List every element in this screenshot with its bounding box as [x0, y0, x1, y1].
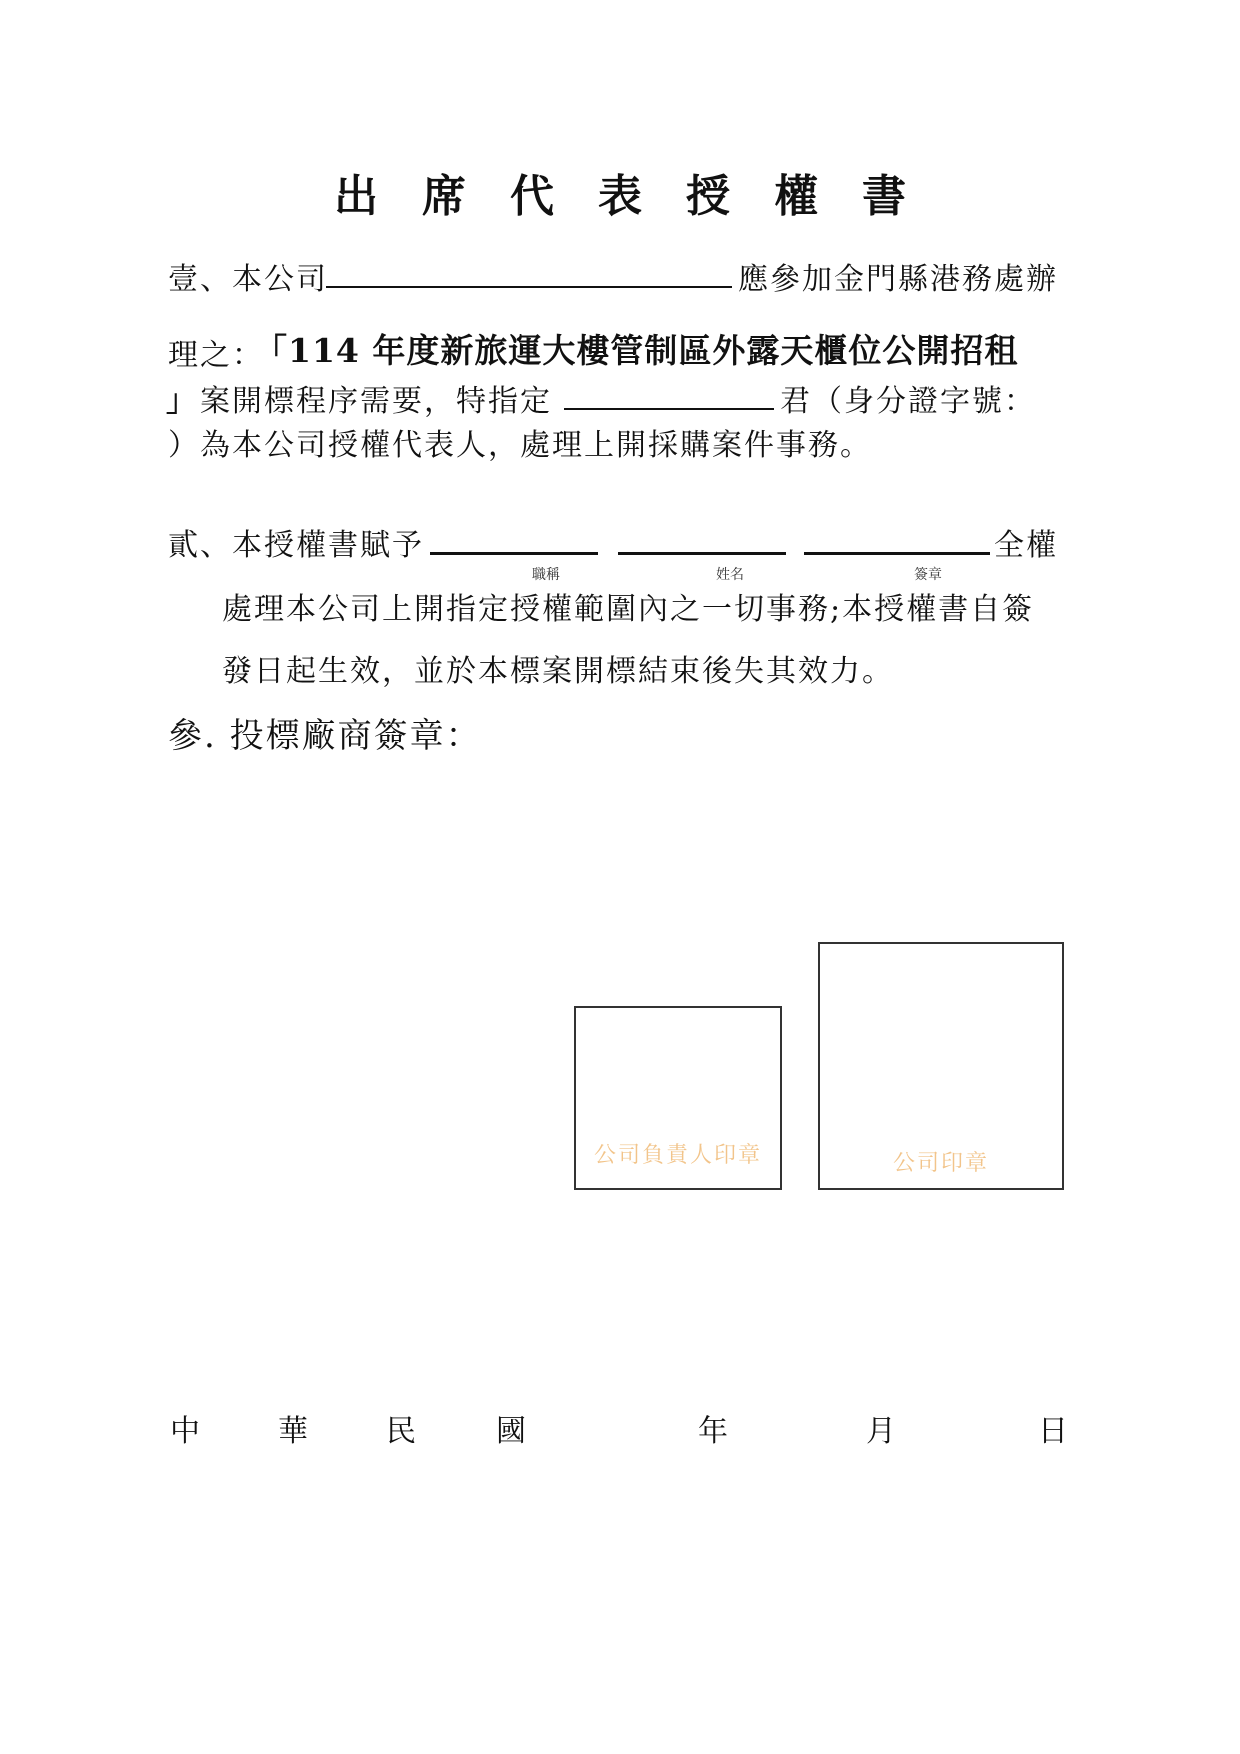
date-char-zhong: 中	[170, 1414, 200, 1449]
date-year-label: 年	[698, 1414, 728, 1449]
owner-stamp-box[interactable]	[574, 1006, 782, 1190]
company-stamp-box[interactable]	[818, 942, 1064, 1190]
date-char-min: 民	[386, 1414, 416, 1449]
company-name-blank	[326, 286, 732, 288]
date-char-hua: 華	[278, 1414, 308, 1449]
case-name: 「114 年度新旅運大樓管制區外露天櫃位公開招租	[254, 331, 1019, 370]
date-day-label: 日	[1038, 1414, 1068, 1449]
section1-line2-prefix: 理之：	[168, 338, 264, 373]
title-blank	[430, 552, 598, 555]
owner-stamp-label: 公司負責人印章	[593, 1143, 762, 1168]
section2-line1-suffix: 全權	[994, 528, 1058, 563]
case-name-close-quote: 」	[166, 384, 198, 419]
signature-blank	[804, 552, 990, 555]
date-month-label: 月	[866, 1414, 896, 1449]
label-title: 職稱	[532, 567, 560, 583]
section1-line1-suffix: 應參加金門縣港務處辦	[738, 262, 1058, 297]
section3-heading: 參. 投標廠商簽章：	[168, 716, 482, 756]
section2-line2-text: 處理本公司上開指定授權範圍內之一切事務;本授權書自簽	[222, 592, 1035, 627]
label-sign: 簽章	[914, 567, 942, 583]
representative-name-blank	[564, 408, 774, 410]
section2-line1-prefix: 貳、本授權書賦予	[168, 528, 424, 563]
label-name: 姓名	[716, 567, 744, 583]
section1-line4-text: ）為本公司授權代表人，處理上開採購案件事務。	[168, 428, 872, 463]
section1-line3-suffix: 君（身分證字號：	[780, 384, 1036, 419]
section2-line3-text: 發日起生效，並於本標案開標結束後失其效力。	[222, 654, 894, 689]
document-title: 出席代表授權書	[334, 171, 950, 222]
date-char-guo: 國	[496, 1414, 526, 1449]
section1-line3-text: 案開標程序需要，特指定	[200, 384, 552, 419]
name-blank	[618, 552, 786, 555]
company-stamp-label: 公司印章	[892, 1151, 989, 1176]
section1-line1-prefix: 壹、本公司	[168, 262, 328, 297]
